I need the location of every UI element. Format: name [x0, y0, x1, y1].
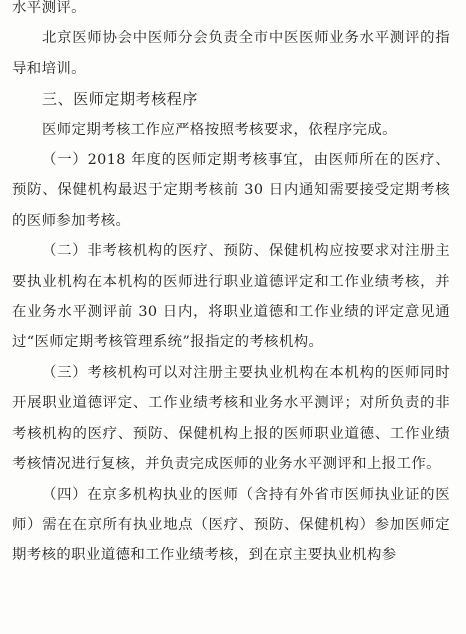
paragraph-intro: 医师定期考核工作应严格按照考核要求，依程序完成。	[42, 121, 397, 138]
paragraph-guidance: 北京医师协会中医师分会负责全市中医医师业务水平测评的指导和培训。	[12, 30, 450, 77]
section-heading: 三、医师定期考核程序	[42, 90, 199, 109]
paragraph-item-1: （一）2018 年度的医师定期考核事宜，由医师所在的医疗、预防、保健机构最迟于定期考核前 30 日内通知需要接受定期考核的医师参加考核。	[12, 152, 450, 229]
paragraph-continuation: 水平测评。	[12, 0, 86, 16]
paragraph-item-3: （三）考核机构可以对注册主要执业机构在本机构的医师同时开展职业道德评定、工作业绩考核和业务水平测评；对所负责的非考核机构的医疗、预防、保健机构上报的医师职业道德、工作业绩考核情况进行复核，并负责完成医师的业务水平测评和上报工作。	[12, 364, 450, 473]
paragraph-item-2: （二）非考核机构的医疗、预防、保健机构应按要求对注册主要执业机构在本机构的医师进行职业道德评定和工作业绩考核，并在业务水平测评前 30 日内，将职业道德和工作业绩的评定意见通过“医师定期考核管理系统”报指定的考核机构。	[12, 243, 450, 351]
paragraph-item-4: （四）在京多机构执业的医师（含持有外省市医师执业证的医师）需在在京所有执业地点（医疗、预防、保健机构）参加医师定期考核的职业道德和工作业绩考核，到在京主要执业机构参	[12, 486, 450, 564]
